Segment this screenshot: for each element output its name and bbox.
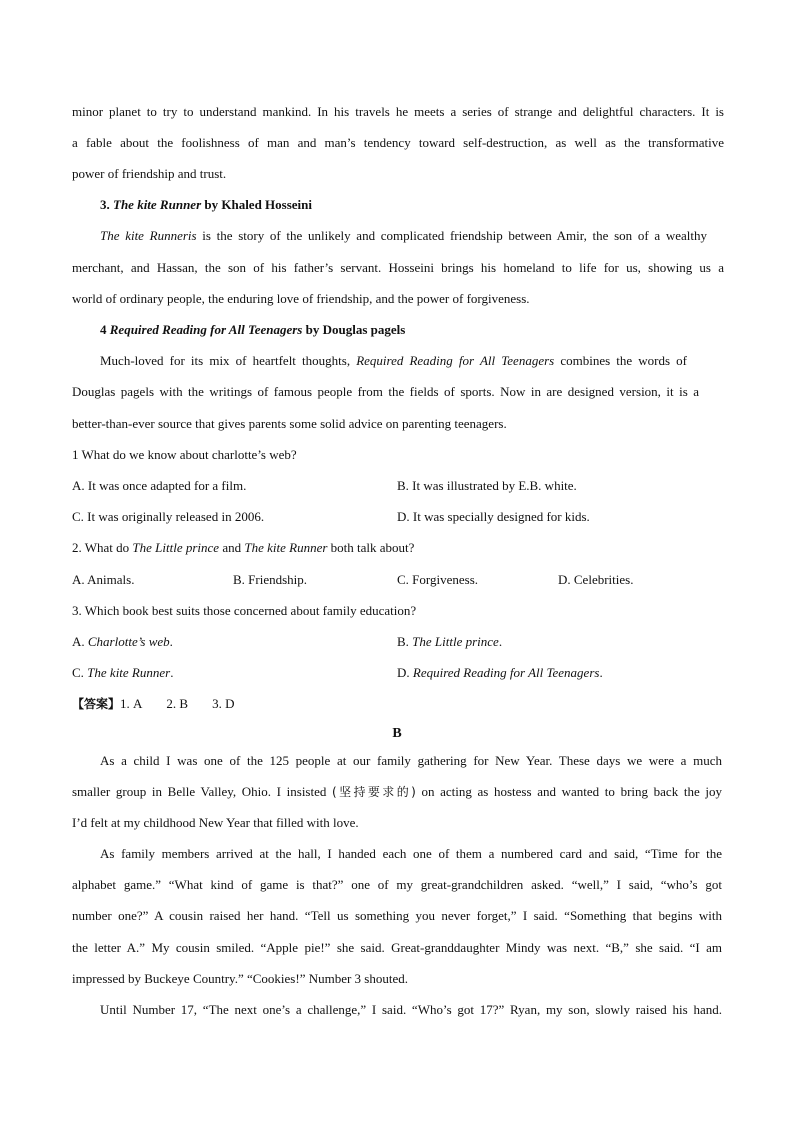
- answer-2: 2. B: [166, 696, 189, 711]
- book-4-number: 4: [100, 322, 110, 337]
- book-3-desc-line-3: world of ordinary people, the enduring love of friendship, and the power of forgiveness.: [72, 291, 530, 306]
- section-b-p1-line-3: I’d felt at my childhood New Year that filled with love.: [72, 815, 359, 830]
- book-3-desc-rest: is the story of the unlikely and complicated friendship between Amir, the son of a wealthy: [196, 228, 707, 243]
- question-3-option-b-letter: B.: [397, 634, 413, 649]
- section-b-p1-line-2-pre: smaller group in Belle Valley, Ohio. I insisted: [72, 784, 333, 799]
- section-b-p1-line-2-post: on acting as hostess and wanted to bring back the joy: [415, 784, 722, 799]
- book-3-author: by Khaled Hosseini: [201, 197, 313, 212]
- section-b-p2-line-4: the letter A.” My cousin smiled. “Apple pie!” she said. Great-granddaughter Mindy was next. “B,” she said. “I am: [72, 940, 722, 955]
- answer-label: 【答案】: [72, 697, 121, 711]
- section-b-p3-line-1: Until Number 17, “The next one’s a challenge,” I said. “Who’s got 17?” Ryan, my son, slowly raised his hand.: [100, 1002, 722, 1017]
- book-4-title: Required Reading for All Teenagers: [109, 322, 303, 337]
- section-b-gloss: (坚持要求的): [332, 785, 416, 799]
- book-4-heading: [100, 322, 752, 338]
- question-1-option-d: D. It was specially designed for kids.: [397, 509, 590, 524]
- question-2-option-c: C. Forgiveness.: [397, 572, 479, 587]
- question-2-title-1: The Little prince: [132, 540, 220, 555]
- question-2-stem: [72, 540, 724, 556]
- answer-1: 1. A: [120, 696, 143, 711]
- book-4-desc-post: combines the words of: [554, 353, 687, 368]
- book-3-number: 3.: [100, 197, 113, 212]
- section-b-p2-line-1: As family members arrived at the hall, I handed each one of them a numbered card and said, “Time for the: [100, 846, 722, 861]
- question-1-option-c: C. It was originally released in 2006.: [72, 509, 265, 524]
- section-b-p2-line-5: impressed by Buckeye Country.” “Cookies!” Number 3 shouted.: [72, 971, 409, 986]
- book-4-desc-line-3: better-than-ever source that gives parents some solid advice on parenting teenagers.: [72, 416, 507, 431]
- question-3-option-a-end: .: [169, 634, 173, 649]
- question-2-stem-pre: 2. What do: [72, 540, 133, 555]
- question-3-option-d-title: Required Reading for All Teenagers: [412, 665, 600, 680]
- section-b-heading: B: [392, 726, 402, 741]
- question-3-stem: 3. Which book best suits those concerned about family education?: [72, 603, 417, 618]
- book-3-title: The kite Runner: [113, 197, 202, 212]
- question-2-stem-post: both talk about?: [327, 540, 415, 555]
- answer-key: [72, 696, 234, 712]
- book-3-desc-line-2: merchant, and Hassan, the son of his father’s servant. Hosseini brings his homeland to life for us, showing us a: [72, 260, 724, 275]
- section-b-p2-line-2: alphabet game.” “What kind of game is that?” one of my great-grandchildren asked. “well,” I said, “who’s got: [72, 877, 722, 892]
- book-4-desc-line-2: Douglas pagels with the writings of famous people from the fields of sports. Now in are designed version, it is a: [72, 384, 699, 399]
- book-4-desc-line-1: [100, 353, 687, 369]
- question-3-option-c-end: .: [170, 665, 174, 680]
- question-1-stem: 1 What do we know about charlotte’s web?: [72, 447, 297, 462]
- section-b-p2-line-3: number one?” A cousin raised her hand. “Tell us something you never forget,” I said. “Something that begins with: [72, 908, 722, 923]
- book-4-author: by Douglas pagels: [302, 322, 406, 337]
- question-3-option-d-letter: D.: [397, 665, 413, 680]
- book-4-desc-title: Required Reading for All Teenagers: [356, 353, 555, 368]
- question-3-option-c: [72, 665, 173, 681]
- book-3-desc-title: The kite Runneris: [100, 228, 197, 243]
- book-4-desc-pre: Much-loved for its mix of heartfelt thoughts,: [100, 353, 357, 368]
- question-3-option-d: [397, 665, 603, 681]
- question-2-option-b: B. Friendship.: [233, 572, 308, 587]
- answer-3: 3. D: [212, 696, 235, 711]
- question-3-option-a: [72, 634, 173, 650]
- section-b-p1-line-2: [72, 784, 722, 800]
- passage-a-line-3: power of friendship and trust.: [72, 166, 227, 181]
- section-b-p1-line-1: As a child I was one of the 125 people at our family gathering for New Year. These days we were a much: [100, 753, 722, 768]
- question-2-stem-mid: and: [219, 540, 245, 555]
- question-3-option-d-end: .: [599, 665, 603, 680]
- question-3-option-b-title: The Little prince: [412, 634, 499, 649]
- question-3-option-c-title: The kite Runner: [87, 665, 171, 680]
- question-2-option-d: D. Celebrities.: [558, 572, 634, 587]
- book-3-heading: [100, 197, 752, 213]
- question-3-option-c-letter: C.: [72, 665, 88, 680]
- passage-a-line-1: minor planet to try to understand mankind. In his travels he meets a series of strange and delightful characters. It is: [72, 104, 724, 119]
- question-3-option-b: [397, 634, 502, 650]
- question-3-option-b-end: .: [498, 634, 503, 649]
- question-1-option-b: B. It was illustrated by E.B. white.: [397, 478, 577, 493]
- question-1-option-a: A. It was once adapted for a film.: [72, 478, 247, 493]
- book-3-desc-line-1: [100, 228, 707, 244]
- question-2-option-a: A. Animals.: [72, 572, 135, 587]
- question-3-option-a-letter: A.: [72, 634, 88, 649]
- question-2-title-2: The kite Runner: [244, 540, 328, 555]
- question-3-option-a-title: Charlotte’s web: [87, 634, 170, 649]
- passage-a-line-2: a fable about the foolishness of man and man’s tendency toward self-destruction, as well as the transformative: [72, 135, 724, 150]
